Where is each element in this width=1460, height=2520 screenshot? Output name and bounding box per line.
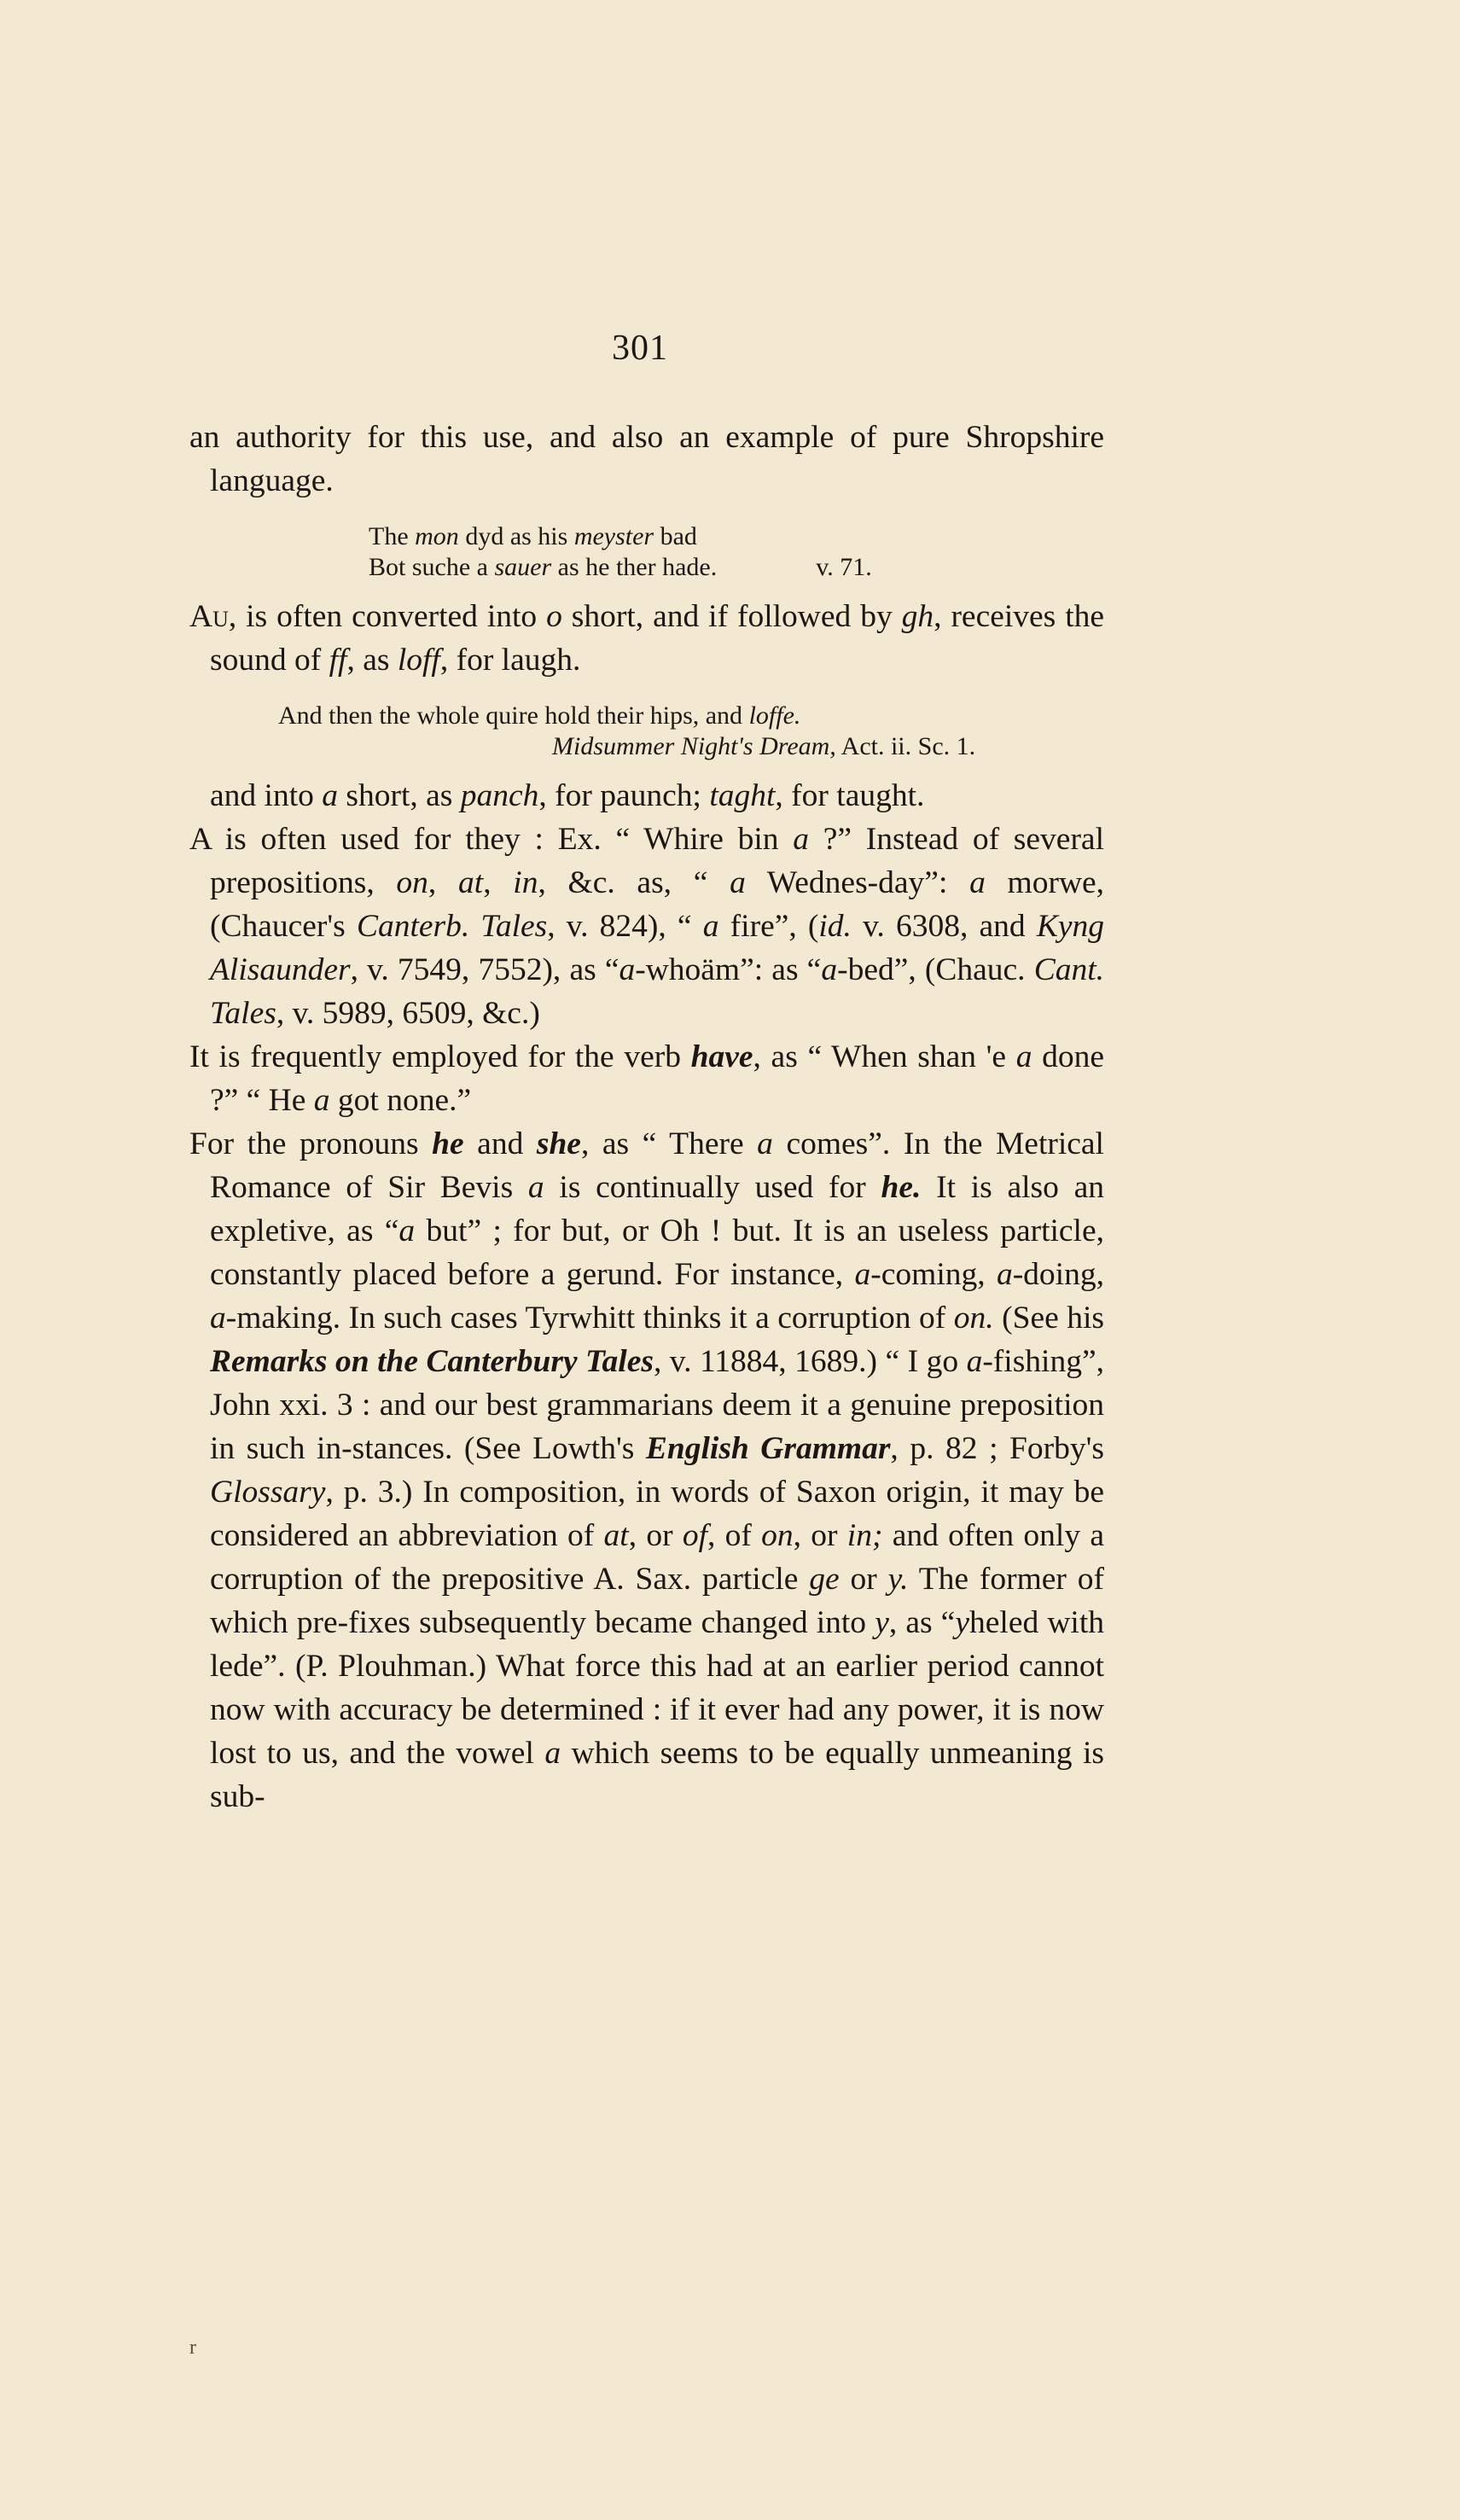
body-text <box>189 416 1104 1819</box>
para1-text: an authority for this use, and also an example of pure Shropshire language. <box>189 420 1104 498</box>
verse-reference: v. 71. <box>816 553 872 581</box>
quote-line: The mon dyd as his meyster bad <box>369 522 697 550</box>
paragraph-verb-have: It is frequently employed for the verb have, as “ When shan 'e a done ?” “ He a got none.” <box>189 1039 1104 1118</box>
paragraph-au: Au, is often converted into o short, and if followed by gh, receives the sound of ff, as loff, for laugh. <box>189 599 1105 678</box>
quote-line: Bot suche a sauer as he ther hade. v. 71. <box>369 553 872 581</box>
quote-shropshire <box>189 521 1104 583</box>
print-speck: r <box>189 2337 196 2359</box>
paragraph-authority <box>189 416 1104 503</box>
paragraph-a-they: A is often used for they : Ex. “ Whire bin a ?” Instead of several prepositions, on, at, in, &c. as, “ a Wednes-day”: a morwe, (Chaucer's Canterb. Tales, v. 824), “ a fire”, (id. v. 6308, and Kyng Alisaunder, v. 7549, 7552), as “a-whoäm”: as “a-bed”, (Chauc. Cant. Tales, v. 5989, 6509, &c.) <box>189 822 1105 1031</box>
quote-citation: Midsummer Night's Dream, Act. ii. Sc. 1. <box>552 732 976 760</box>
quote-line: And then the whole quire hold their hips, and loffe. <box>278 701 801 730</box>
page-number: 301 <box>612 329 668 368</box>
paragraph-short-a: and into a short, as panch, for paunch; taght, for taught. <box>210 778 925 813</box>
paragraph-pronouns: For the pronouns he and she, as “ There a comes”. In the Metrical Romance of Sir Bevis a is continually used for he. It is also an expletive, as “a but” ; for but, or Oh ! but. It is an useless particle, constantly placed before a gerund. For instance, a-coming, a-doing, a-making. In such cases Tyrwhitt thinks it a corruption of on. (See his Remarks on the Canterbury Tales, v. 11884, 1689.) “ I go a-fishing”, John xxi. 3 : and our best grammarians deem it a genuine preposition in such in-stances. (See Lowth's English Grammar, p. 82 ; Forby's Glossary, p. 3.) In composition, in words of Saxon origin, it may be considered an abbreviation of at, or of, of on, or in; and often only a corruption of the prepositive A. Sax. particle ge or y. The former of which pre-fixes subsequently became changed into y, as “yheled with lede”. (P. Plouhman.) What force this had at an earlier period cannot now with accuracy be determined : if it ever had any power, it is now lost to us, and the vowel a which seems to be equally unmeaning is sub- <box>189 1126 1105 1814</box>
quote-midsummer <box>189 701 1104 762</box>
